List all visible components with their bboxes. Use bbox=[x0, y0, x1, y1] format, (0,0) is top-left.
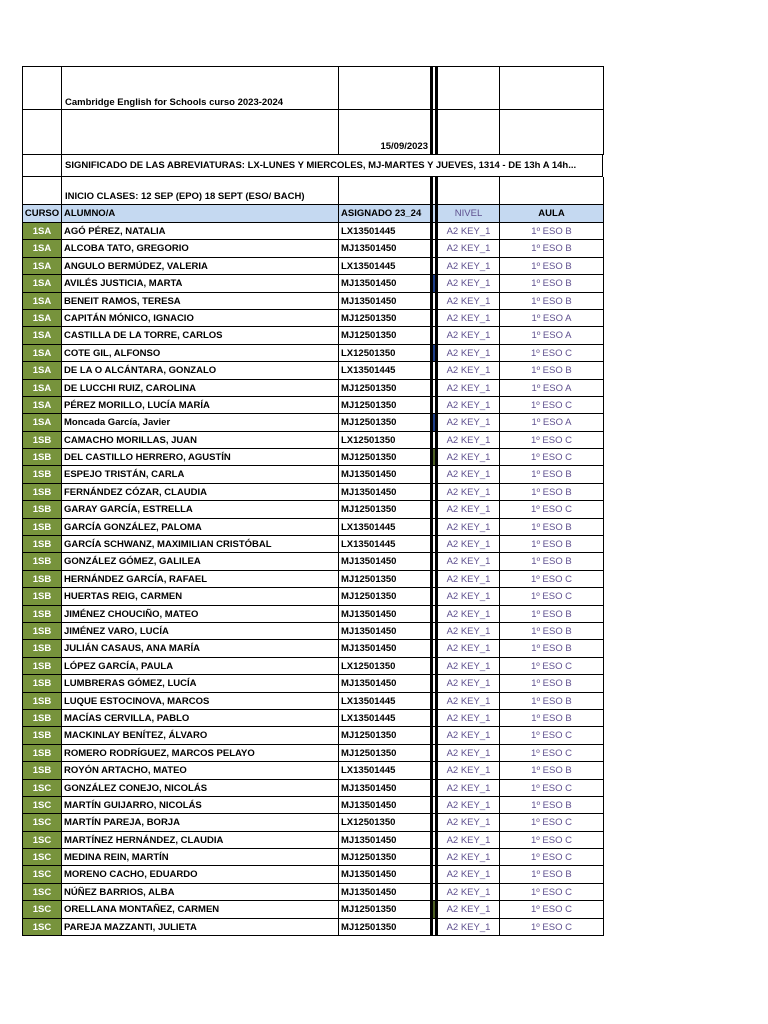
assigned-code-cell: LX13501445 bbox=[339, 536, 431, 553]
curso-cell: 1SB bbox=[22, 553, 62, 570]
curso-cell: 1SC bbox=[22, 884, 62, 901]
classroom-cell: 1º ESO C bbox=[500, 884, 604, 901]
student-name-cell: MORENO CACHO, EDUARDO bbox=[62, 866, 339, 883]
curso-cell: 1SB bbox=[22, 466, 62, 483]
curso-cell: 1SB bbox=[22, 571, 62, 588]
cell-blank bbox=[22, 110, 62, 155]
table-row bbox=[22, 588, 604, 605]
curso-cell: 1SA bbox=[22, 293, 62, 310]
level-cell: A2 KEY_1 bbox=[436, 675, 500, 692]
curso-cell: 1SA bbox=[22, 275, 62, 292]
curso-cell: 1SC bbox=[22, 866, 62, 883]
level-cell: A2 KEY_1 bbox=[436, 414, 500, 431]
classroom-cell: 1º ESO C bbox=[500, 832, 604, 849]
curso-cell: 1SB bbox=[22, 484, 62, 501]
level-cell: A2 KEY_1 bbox=[436, 623, 500, 640]
curso-cell: 1SB bbox=[22, 640, 62, 657]
table-row bbox=[22, 919, 604, 936]
student-name-cell: NÚÑEZ BARRIOS, ALBA bbox=[62, 884, 339, 901]
header-asignado: ASIGNADO 23_24 bbox=[339, 205, 431, 223]
table-row bbox=[22, 745, 604, 762]
table-row bbox=[22, 693, 604, 710]
cell-blank bbox=[436, 66, 500, 110]
assigned-code-cell: MJ12501350 bbox=[339, 571, 431, 588]
table-row bbox=[22, 623, 604, 640]
student-name-cell: ROYÓN ARTACHO, MATEO bbox=[62, 762, 339, 779]
curso-cell: 1SB bbox=[22, 693, 62, 710]
student-name-cell: PAREJA MAZZANTI, JULIETA bbox=[62, 919, 339, 936]
student-name-cell: MACKINLAY BENÍTEZ, ÁLVARO bbox=[62, 727, 339, 744]
table-row bbox=[22, 866, 604, 883]
table-row bbox=[22, 519, 604, 536]
table-row bbox=[22, 432, 604, 449]
curso-cell: 1SB bbox=[22, 588, 62, 605]
student-name-cell: ALCOBA TATO, GREGORIO bbox=[62, 240, 339, 257]
cell-blank bbox=[500, 66, 604, 110]
abbreviations-text: SIGNIFICADO DE LAS ABREVIATURAS: LX-LUNES Y MIERCOLES, MJ-MARTES Y JUEVES, 1314 - DE 13h A 14h... bbox=[62, 155, 603, 177]
table-row bbox=[22, 345, 604, 362]
assigned-code-cell: LX13501445 bbox=[339, 710, 431, 727]
classroom-cell: 1º ESO B bbox=[500, 240, 604, 257]
header-curso: CURSO bbox=[22, 205, 62, 223]
table-row bbox=[22, 536, 604, 553]
student-name-cell: GARCÍA GONZÁLEZ, PALOMA bbox=[62, 519, 339, 536]
student-name-cell: AVILÉS JUSTICIA, MARTA bbox=[62, 275, 339, 292]
table-row bbox=[22, 814, 604, 831]
assigned-code-cell: LX13501445 bbox=[339, 693, 431, 710]
assigned-code-cell: MJ13501450 bbox=[339, 640, 431, 657]
level-cell: A2 KEY_1 bbox=[436, 275, 500, 292]
assigned-code-cell: LX13501445 bbox=[339, 223, 431, 240]
header-alumno: ALUMNO/A bbox=[62, 205, 339, 223]
curso-cell: 1SA bbox=[22, 240, 62, 257]
student-name-cell: ANGULO BERMÚDEZ, VALERIA bbox=[62, 258, 339, 275]
assigned-code-cell: LX12501350 bbox=[339, 432, 431, 449]
assigned-code-cell: MJ13501450 bbox=[339, 240, 431, 257]
student-name-cell: GONZÁLEZ GÓMEZ, GALILEA bbox=[62, 553, 339, 570]
assigned-code-cell: MJ12501350 bbox=[339, 727, 431, 744]
classroom-cell: 1º ESO B bbox=[500, 606, 604, 623]
classroom-cell: 1º ESO C bbox=[500, 658, 604, 675]
classroom-cell: 1º ESO C bbox=[500, 432, 604, 449]
student-name-cell: CAPITÁN MÓNICO, IGNACIO bbox=[62, 310, 339, 327]
level-cell: A2 KEY_1 bbox=[436, 397, 500, 414]
student-name-cell: CASTILLA DE LA TORRE, CARLOS bbox=[62, 327, 339, 344]
curso-cell: 1SC bbox=[22, 901, 62, 918]
classroom-cell: 1º ESO C bbox=[500, 727, 604, 744]
table-row bbox=[22, 571, 604, 588]
level-cell: A2 KEY_1 bbox=[436, 293, 500, 310]
student-name-cell: FERNÁNDEZ CÓZAR, CLAUDIA bbox=[62, 484, 339, 501]
assigned-code-cell: MJ13501450 bbox=[339, 466, 431, 483]
student-name-cell: GARCÍA SCHWANZ, MAXIMILIAN CRISTÓBAL bbox=[62, 536, 339, 553]
sheet-row-date bbox=[22, 110, 604, 155]
cell-blank bbox=[436, 110, 500, 155]
level-cell: A2 KEY_1 bbox=[436, 553, 500, 570]
assigned-code-cell: LX13501445 bbox=[339, 519, 431, 536]
level-cell: A2 KEY_1 bbox=[436, 588, 500, 605]
classroom-cell: 1º ESO C bbox=[500, 780, 604, 797]
assigned-code-cell: MJ13501450 bbox=[339, 780, 431, 797]
assigned-code-cell: LX13501445 bbox=[339, 362, 431, 379]
student-name-cell: PÉREZ MORILLO, LUCÍA MARÍA bbox=[62, 397, 339, 414]
assigned-code-cell: MJ12501350 bbox=[339, 501, 431, 518]
student-name-cell: LUQUE ESTOCINOVA, MARCOS bbox=[62, 693, 339, 710]
classroom-cell: 1º ESO C bbox=[500, 745, 604, 762]
classroom-cell: 1º ESO B bbox=[500, 866, 604, 883]
assigned-code-cell: LX12501350 bbox=[339, 345, 431, 362]
curso-cell: 1SB bbox=[22, 536, 62, 553]
table-header bbox=[22, 205, 604, 223]
level-cell: A2 KEY_1 bbox=[436, 814, 500, 831]
table-row bbox=[22, 414, 604, 431]
classroom-cell: 1º ESO C bbox=[500, 849, 604, 866]
assigned-code-cell: MJ13501450 bbox=[339, 623, 431, 640]
assigned-code-cell: MJ13501450 bbox=[339, 553, 431, 570]
classroom-cell: 1º ESO C bbox=[500, 588, 604, 605]
curso-cell: 1SA bbox=[22, 223, 62, 240]
assigned-code-cell: LX13501445 bbox=[339, 258, 431, 275]
table-row bbox=[22, 849, 604, 866]
curso-cell: 1SB bbox=[22, 710, 62, 727]
classroom-cell: 1º ESO B bbox=[500, 553, 604, 570]
assigned-code-cell: LX12501350 bbox=[339, 814, 431, 831]
student-name-cell: COTE GIL, ALFONSO bbox=[62, 345, 339, 362]
table-row bbox=[22, 223, 604, 240]
assigned-code-cell: MJ13501450 bbox=[339, 866, 431, 883]
curso-cell: 1SA bbox=[22, 258, 62, 275]
level-cell: A2 KEY_1 bbox=[436, 919, 500, 936]
table-row bbox=[22, 675, 604, 692]
classroom-cell: 1º ESO B bbox=[500, 293, 604, 310]
table-row bbox=[22, 501, 604, 518]
level-cell: A2 KEY_1 bbox=[436, 258, 500, 275]
curso-cell: 1SB bbox=[22, 623, 62, 640]
curso-cell: 1SA bbox=[22, 310, 62, 327]
sheet-row-abbreviations bbox=[22, 155, 604, 177]
curso-cell: 1SC bbox=[22, 919, 62, 936]
curso-cell: 1SB bbox=[22, 432, 62, 449]
cell-blank bbox=[500, 110, 604, 155]
table-row bbox=[22, 466, 604, 483]
spreadsheet bbox=[22, 66, 604, 936]
curso-cell: 1SC bbox=[22, 797, 62, 814]
student-name-cell: GARAY GARCÍA, ESTRELLA bbox=[62, 501, 339, 518]
classroom-cell: 1º ESO A bbox=[500, 414, 604, 431]
level-cell: A2 KEY_1 bbox=[436, 710, 500, 727]
assigned-code-cell: MJ12501350 bbox=[339, 901, 431, 918]
assigned-code-cell: MJ13501450 bbox=[339, 675, 431, 692]
assigned-code-cell: MJ12501350 bbox=[339, 327, 431, 344]
level-cell: A2 KEY_1 bbox=[436, 727, 500, 744]
curso-cell: 1SB bbox=[22, 519, 62, 536]
curso-cell: 1SC bbox=[22, 849, 62, 866]
level-cell: A2 KEY_1 bbox=[436, 345, 500, 362]
student-name-cell: MARTÍN GUIJARRO, NICOLÁS bbox=[62, 797, 339, 814]
cell-blank bbox=[436, 177, 500, 205]
curso-cell: 1SB bbox=[22, 449, 62, 466]
curso-cell: 1SC bbox=[22, 814, 62, 831]
student-name-cell: LÓPEZ GARCÍA, PAULA bbox=[62, 658, 339, 675]
assigned-code-cell: MJ12501350 bbox=[339, 414, 431, 431]
sheet-title: Cambridge English for Schools curso 2023-2024 bbox=[65, 97, 284, 108]
level-cell: A2 KEY_1 bbox=[436, 901, 500, 918]
table-row bbox=[22, 780, 604, 797]
classroom-cell: 1º ESO C bbox=[500, 571, 604, 588]
student-name-cell: MARTÍNEZ HERNÁNDEZ, CLAUDIA bbox=[62, 832, 339, 849]
table-row bbox=[22, 832, 604, 849]
cell-blank bbox=[339, 66, 431, 110]
cell-blank bbox=[339, 177, 431, 205]
student-name-cell: AGÓ PÉREZ, NATALIA bbox=[62, 223, 339, 240]
table-row bbox=[22, 327, 604, 344]
classroom-cell: 1º ESO B bbox=[500, 675, 604, 692]
curso-cell: 1SC bbox=[22, 832, 62, 849]
curso-cell: 1SA bbox=[22, 380, 62, 397]
student-name-cell: ORELLANA MONTAÑEZ, CARMEN bbox=[62, 901, 339, 918]
assigned-code-cell: MJ12501350 bbox=[339, 588, 431, 605]
student-name-cell: MEDINA REIN, MARTÍN bbox=[62, 849, 339, 866]
student-name-cell: GONZÁLEZ CONEJO, NICOLÁS bbox=[62, 780, 339, 797]
student-name-cell: BENEIT RAMOS, TERESA bbox=[62, 293, 339, 310]
classroom-cell: 1º ESO A bbox=[500, 380, 604, 397]
student-name-cell: JIMÉNEZ VARO, LUCÍA bbox=[62, 623, 339, 640]
table-row bbox=[22, 727, 604, 744]
level-cell: A2 KEY_1 bbox=[436, 693, 500, 710]
classroom-cell: 1º ESO B bbox=[500, 640, 604, 657]
table-row bbox=[22, 884, 604, 901]
table-row bbox=[22, 275, 604, 292]
level-cell: A2 KEY_1 bbox=[436, 745, 500, 762]
classroom-cell: 1º ESO B bbox=[500, 623, 604, 640]
table-row bbox=[22, 762, 604, 779]
assigned-code-cell: MJ12501350 bbox=[339, 449, 431, 466]
student-name-cell: JIMÉNEZ CHOUCIÑO, MATEO bbox=[62, 606, 339, 623]
curso-cell: 1SC bbox=[22, 780, 62, 797]
student-name-cell: ROMERO RODRÍGUEZ, MARCOS PELAYO bbox=[62, 745, 339, 762]
classroom-cell: 1º ESO B bbox=[500, 466, 604, 483]
classroom-cell: 1º ESO B bbox=[500, 797, 604, 814]
level-cell: A2 KEY_1 bbox=[436, 240, 500, 257]
table-row bbox=[22, 240, 604, 257]
classroom-cell: 1º ESO C bbox=[500, 345, 604, 362]
curso-cell: 1SB bbox=[22, 762, 62, 779]
classroom-cell: 1º ESO B bbox=[500, 519, 604, 536]
start-text: INICIO CLASES: 12 SEP (EPO) 18 SEPT (ESO/ BACH) bbox=[62, 177, 339, 205]
level-cell: A2 KEY_1 bbox=[436, 519, 500, 536]
sheet-row-blank-top bbox=[22, 66, 604, 110]
level-cell: A2 KEY_1 bbox=[436, 362, 500, 379]
assigned-code-cell: MJ13501450 bbox=[339, 884, 431, 901]
curso-cell: 1SA bbox=[22, 327, 62, 344]
level-cell: A2 KEY_1 bbox=[436, 380, 500, 397]
assigned-code-cell: MJ13501450 bbox=[339, 484, 431, 501]
level-cell: A2 KEY_1 bbox=[436, 223, 500, 240]
classroom-cell: 1º ESO B bbox=[500, 484, 604, 501]
classroom-cell: 1º ESO C bbox=[500, 901, 604, 918]
table-row bbox=[22, 901, 604, 918]
curso-cell: 1SB bbox=[22, 606, 62, 623]
table-row bbox=[22, 553, 604, 570]
student-name-cell: LUMBRERAS GÓMEZ, LUCÍA bbox=[62, 675, 339, 692]
level-cell: A2 KEY_1 bbox=[436, 449, 500, 466]
assigned-code-cell: MJ13501450 bbox=[339, 797, 431, 814]
assigned-code-cell: MJ13501450 bbox=[339, 293, 431, 310]
classroom-cell: 1º ESO A bbox=[500, 327, 604, 344]
student-name-cell: HUERTAS REIG, CARMEN bbox=[62, 588, 339, 605]
table-row bbox=[22, 397, 604, 414]
classroom-cell: 1º ESO C bbox=[500, 814, 604, 831]
table-row bbox=[22, 658, 604, 675]
curso-cell: 1SB bbox=[22, 501, 62, 518]
level-cell: A2 KEY_1 bbox=[436, 466, 500, 483]
cell-blank bbox=[22, 66, 62, 110]
level-cell: A2 KEY_1 bbox=[436, 640, 500, 657]
cell-blank bbox=[22, 155, 62, 177]
level-cell: A2 KEY_1 bbox=[436, 762, 500, 779]
assigned-code-cell: MJ12501350 bbox=[339, 745, 431, 762]
student-name-cell: HERNÁNDEZ GARCÍA, RAFAEL bbox=[62, 571, 339, 588]
assigned-code-cell: MJ12501350 bbox=[339, 397, 431, 414]
curso-cell: 1SA bbox=[22, 345, 62, 362]
classroom-cell: 1º ESO B bbox=[500, 536, 604, 553]
header-nivel: NIVEL bbox=[436, 205, 500, 223]
assigned-code-cell: MJ12501350 bbox=[339, 310, 431, 327]
cell-blank bbox=[62, 66, 339, 110]
student-name-cell: MACÍAS CERVILLA, PABLO bbox=[62, 710, 339, 727]
table-body bbox=[22, 223, 604, 936]
level-cell: A2 KEY_1 bbox=[436, 866, 500, 883]
assigned-code-cell: LX12501350 bbox=[339, 658, 431, 675]
level-cell: A2 KEY_1 bbox=[436, 310, 500, 327]
level-cell: A2 KEY_1 bbox=[436, 501, 500, 518]
assigned-code-cell: MJ12501350 bbox=[339, 849, 431, 866]
classroom-cell: 1º ESO B bbox=[500, 693, 604, 710]
curso-cell: 1SB bbox=[22, 727, 62, 744]
classroom-cell: 1º ESO C bbox=[500, 919, 604, 936]
student-name-cell: JULIÁN CASAUS, ANA MARÍA bbox=[62, 640, 339, 657]
curso-cell: 1SA bbox=[22, 397, 62, 414]
student-name-cell: MARTÍN PAREJA, BORJA bbox=[62, 814, 339, 831]
assigned-code-cell: MJ13501450 bbox=[339, 606, 431, 623]
assigned-code-cell: MJ12501350 bbox=[339, 919, 431, 936]
level-cell: A2 KEY_1 bbox=[436, 780, 500, 797]
classroom-cell: 1º ESO A bbox=[500, 310, 604, 327]
level-cell: A2 KEY_1 bbox=[436, 484, 500, 501]
header-aula: AULA bbox=[500, 205, 604, 223]
assigned-code-cell: MJ13501450 bbox=[339, 275, 431, 292]
sheet-row-start bbox=[22, 177, 604, 205]
table-row bbox=[22, 484, 604, 501]
curso-cell: 1SB bbox=[22, 745, 62, 762]
assigned-code-cell: LX13501445 bbox=[339, 762, 431, 779]
classroom-cell: 1º ESO B bbox=[500, 762, 604, 779]
classroom-cell: 1º ESO C bbox=[500, 501, 604, 518]
table-row bbox=[22, 362, 604, 379]
level-cell: A2 KEY_1 bbox=[436, 536, 500, 553]
classroom-cell: 1º ESO B bbox=[500, 710, 604, 727]
table-row bbox=[22, 380, 604, 397]
student-name-cell: DEL CASTILLO HERRERO, AGUSTÍN bbox=[62, 449, 339, 466]
level-cell: A2 KEY_1 bbox=[436, 606, 500, 623]
level-cell: A2 KEY_1 bbox=[436, 832, 500, 849]
table-row bbox=[22, 449, 604, 466]
curso-cell: 1SA bbox=[22, 362, 62, 379]
table-row bbox=[22, 710, 604, 727]
curso-cell: 1SB bbox=[22, 658, 62, 675]
assigned-code-cell: MJ12501350 bbox=[339, 380, 431, 397]
table-row bbox=[22, 640, 604, 657]
classroom-cell: 1º ESO B bbox=[500, 362, 604, 379]
table-row bbox=[22, 310, 604, 327]
cell-blank bbox=[500, 177, 604, 205]
classroom-cell: 1º ESO C bbox=[500, 449, 604, 466]
classroom-cell: 1º ESO B bbox=[500, 275, 604, 292]
level-cell: A2 KEY_1 bbox=[436, 432, 500, 449]
student-name-cell: CAMACHO MORILLAS, JUAN bbox=[62, 432, 339, 449]
cell-blank bbox=[22, 177, 62, 205]
student-name-cell: DE LA O ALCÁNTARA, GONZALO bbox=[62, 362, 339, 379]
level-cell: A2 KEY_1 bbox=[436, 327, 500, 344]
level-cell: A2 KEY_1 bbox=[436, 849, 500, 866]
student-name-cell: ESPEJO TRISTÁN, CARLA bbox=[62, 466, 339, 483]
student-name-cell: Moncada García, Javier bbox=[62, 414, 339, 431]
table-row bbox=[22, 797, 604, 814]
level-cell: A2 KEY_1 bbox=[436, 884, 500, 901]
cell-blank bbox=[339, 110, 431, 155]
student-name-cell: DE LUCCHI RUIZ, CAROLINA bbox=[62, 380, 339, 397]
table-row bbox=[22, 258, 604, 275]
table-row bbox=[22, 606, 604, 623]
curso-cell: 1SA bbox=[22, 414, 62, 431]
sheet-date: 15/09/2023 bbox=[380, 141, 428, 152]
classroom-cell: 1º ESO B bbox=[500, 258, 604, 275]
classroom-cell: 1º ESO C bbox=[500, 397, 604, 414]
level-cell: A2 KEY_1 bbox=[436, 797, 500, 814]
level-cell: A2 KEY_1 bbox=[436, 571, 500, 588]
cell-blank bbox=[62, 110, 339, 155]
assigned-code-cell: MJ13501450 bbox=[339, 832, 431, 849]
classroom-cell: 1º ESO B bbox=[500, 223, 604, 240]
table-row bbox=[22, 293, 604, 310]
curso-cell: 1SB bbox=[22, 675, 62, 692]
level-cell: A2 KEY_1 bbox=[436, 658, 500, 675]
